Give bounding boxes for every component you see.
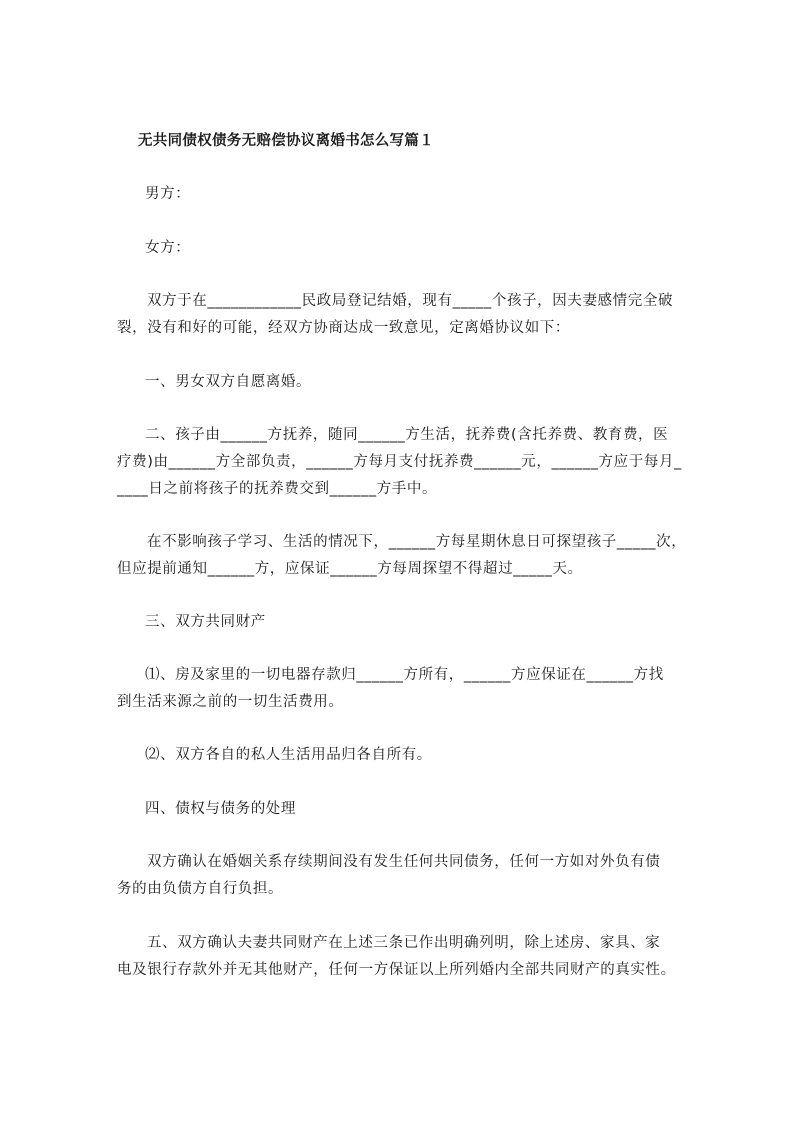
male-party-line: 男方： <box>145 186 191 202</box>
paragraph-line: 五、双方确认夫妻共同财产在上述三条已作出明确列明，除上述房、家具、家 <box>147 935 661 951</box>
paragraph-line: ⑴、房及家里的一切电器存款归______方所有，______方应保证在______方找 <box>145 667 664 683</box>
paragraph-line: 在不影响孩子学习、生活的情况下，______方每星期休息日可探望孩子_____次， <box>147 534 687 550</box>
clause-heading: 三、双方共同财产 <box>145 614 266 630</box>
paragraph-line: 双方确认在婚姻关系存续期间没有发生任何共同债务，任何一方如对外负有债 <box>147 854 661 870</box>
paragraph-line: ____日之前将孩子的抚养费交到______方手中。 <box>117 481 438 497</box>
paragraph-line: 到生活来源之前的一切生活费用。 <box>117 694 344 710</box>
paragraph-line: 裂，没有和好的可能，经双方协商达成一致意见，定离婚协议如下： <box>117 320 570 336</box>
paragraph-line: 双方于在____________民政局登记结婚，现有_____个孩子，因夫妻感情完全破 <box>147 293 674 309</box>
paragraph-line: 务的由负债方自行负担。 <box>117 881 284 897</box>
paragraph-line: 电及银行存款外并无其他财产，任何一方保证以上所列婚内全部共同财产的真实性。 <box>117 962 676 978</box>
document-title: 无共同债权债务无赔偿协议离婚书怎么写篇１ <box>138 133 434 149</box>
paragraph-line: 但应提前通知______方，应保证______方每周探望不得超过_____天。 <box>117 561 583 577</box>
clause-heading: 四、债权与债务的处理 <box>145 801 296 817</box>
paragraph-line: 二、孩子由______方抚养，随同______方生活，抚养费(含托养费、教育费，医 <box>145 427 669 443</box>
clause-heading: 一、男女双方自愿离婚。 <box>145 374 312 390</box>
paragraph-line: ⑵、双方各自的私人生活用品归各自所有。 <box>145 747 432 763</box>
female-party-line: 女方： <box>145 240 191 256</box>
paragraph-line: 疗费)由______方全部负责，______方每月支付抚养费______元，______方应于每月_ <box>117 454 682 470</box>
